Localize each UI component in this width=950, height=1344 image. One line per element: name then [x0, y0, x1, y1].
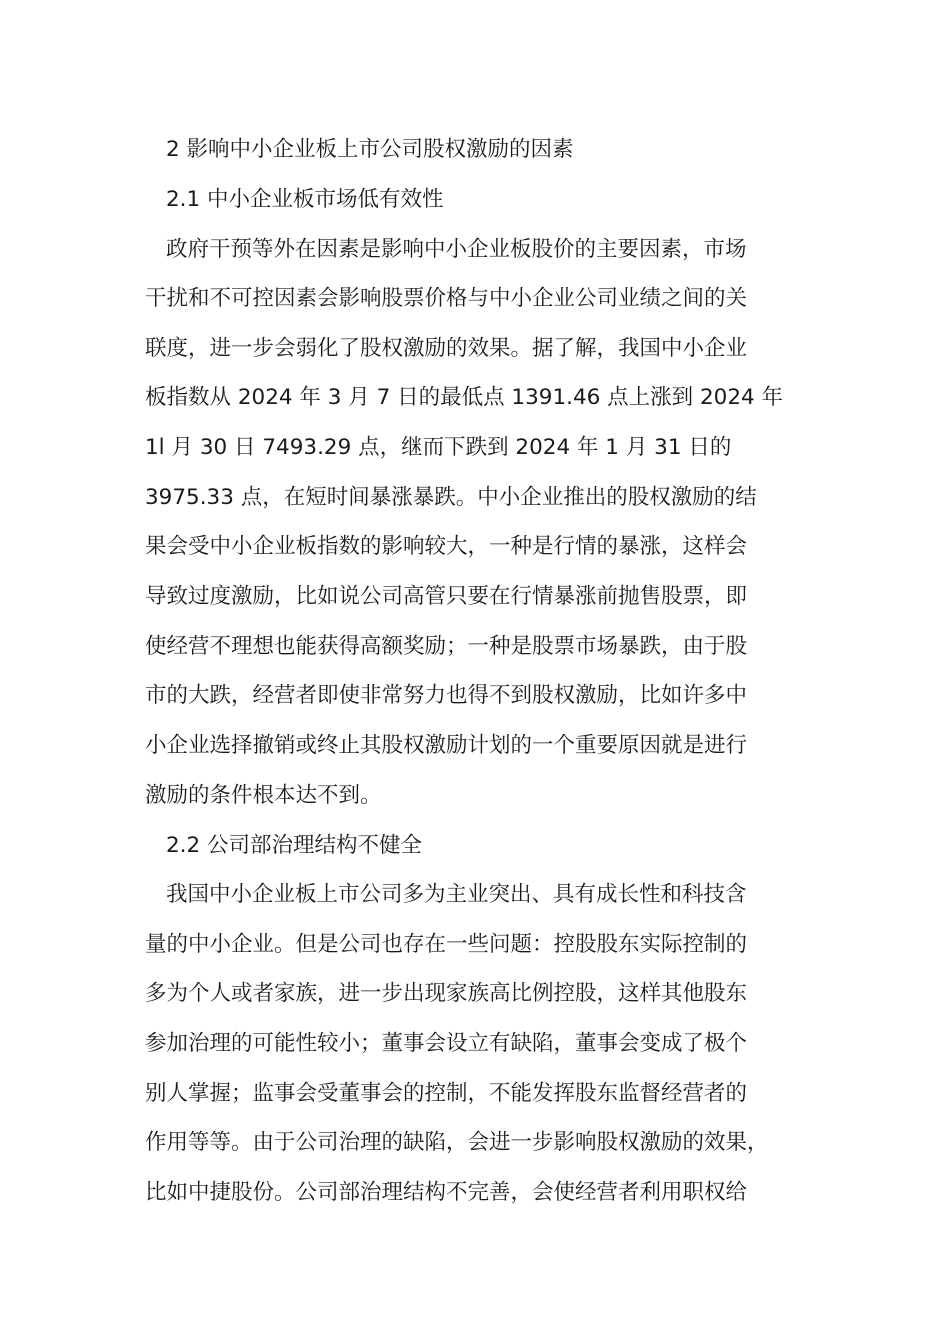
paragraph-line: 小企业选择撤销或终止其股权激励计划的一个重要原因就是进行: [145, 733, 748, 758]
paragraph-line: 多为个人或者家族，进一步出现家族高比例控股，这样其他股东: [145, 981, 748, 1006]
paragraph-line: 使经营不理想也能获得高额奖励；一种是股票市场暴跌，由于股: [145, 634, 748, 659]
paragraph-line: 政府干预等外在因素是影响中小企业板股价的主要因素，市场: [166, 237, 747, 262]
paragraph-line: 我国中小企业板上市公司多为主业突出、具有成长性和科技含: [166, 882, 747, 907]
paragraph-line: 果会受中小企业板指数的影响较大，一种是行情的暴涨，这样会: [145, 534, 748, 559]
paragraph-line: 别人掌握；监事会受董事会的控制，不能发挥股东监督经营者的: [145, 1081, 748, 1106]
paragraph-line: 1l 月 30 日 7493.29 点，继而下跌到 2024 年 1 月 31 日的: [145, 435, 732, 460]
paragraph-line: 量的中小企业。但是公司也存在一些问题：控股股东实际控制的: [145, 932, 748, 957]
paragraph-line: 市的大跌，经营者即使非常努力也得不到股权激励，比如许多中: [145, 683, 748, 708]
paragraph-line: 3975.33 点，在短时间暴涨暴跌。中小企业推出的股权激励的结: [145, 485, 757, 510]
paragraph-line: 比如中捷股份。公司部治理结构不完善，会使经营者利用职权给: [145, 1180, 748, 1205]
section-heading-main: 2 影响中小企业板上市公司股权激励的因素: [166, 137, 574, 162]
paragraph-line: 板指数从 2024 年 3 月 7 日的最低点 1391.46 点上涨到 2024 年: [145, 385, 784, 410]
paragraph-line: 联度，进一步会弱化了股权激励的效果。据了解，我国中小企业: [145, 336, 748, 361]
paragraph-line: 参加治理的可能性较小；董事会设立有缺陷，董事会变成了极个: [145, 1031, 748, 1056]
paragraph-line: 作用等等。由于公司治理的缺陷，会进一步影响股权激励的效果，: [145, 1130, 769, 1155]
subsection-heading-2-2: 2.2 公司部治理结构不健全: [166, 833, 423, 858]
paragraph-line: 干扰和不可控因素会影响股票价格与中小企业公司业绩之间的关: [145, 286, 748, 311]
paragraph-line: 导致过度激励，比如说公司高管只要在行情暴涨前抛售股票，即: [145, 584, 748, 609]
paragraph-line: 激励的条件根本达不到。: [145, 783, 382, 808]
subsection-heading-2-1: 2.1 中小企业板市场低有效性: [166, 187, 444, 212]
